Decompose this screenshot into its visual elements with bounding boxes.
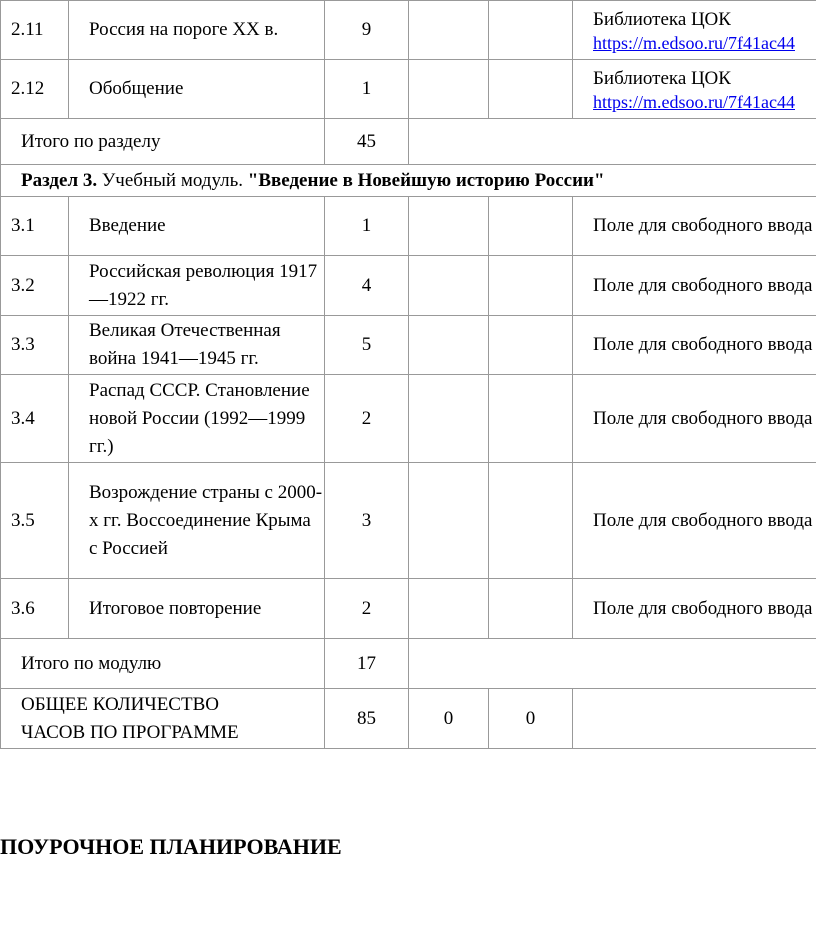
hours-practical: [489, 463, 573, 579]
table-row: [1, 1, 816, 60]
hours-control: [409, 316, 489, 375]
table-row: [1, 60, 816, 119]
topic-name: Россия на пороге XX в.: [69, 1, 325, 60]
hours-practical: [489, 1, 573, 60]
hours-total: 1: [325, 197, 409, 256]
section-total-hours: 45: [325, 119, 409, 165]
topic-name: Возрождение страны с 2000-х гг. Воссоединение Крыма с Россией: [69, 463, 325, 579]
hours-total: 3: [325, 463, 409, 579]
row-number: 3.3: [1, 316, 69, 375]
hours-control: [409, 197, 489, 256]
table-row: [1, 256, 816, 316]
row-number: 2.12: [1, 60, 69, 119]
resource-cell: [573, 60, 816, 119]
resource-cell: [573, 1, 816, 60]
hours-total: 1: [325, 60, 409, 119]
hours-practical: [489, 579, 573, 639]
topic-name: Великая Отечественная война 1941—1945 гг.: [69, 316, 325, 375]
library-link[interactable]: https://m.edsoo.ru/7f41ac44: [593, 92, 795, 112]
table-row: [1, 316, 816, 375]
resource-cell: Поле для свободного ввода: [573, 316, 816, 375]
grand-total-control: 0: [409, 689, 489, 749]
resource-cell: Поле для свободного ввода: [573, 579, 816, 639]
table-row: [1, 579, 816, 639]
hours-practical: [489, 60, 573, 119]
resource-cell: Поле для свободного ввода: [573, 375, 816, 463]
row-number: 3.2: [1, 256, 69, 316]
topic-name: Распад СССР. Становление новой России (1992—1999 гг.): [69, 375, 325, 463]
grand-total-label: ОБЩЕЕ КОЛИЧЕСТВО ЧАСОВ ПО ПРОГРАММЕ: [1, 689, 325, 749]
grand-total-row: [1, 689, 816, 749]
table-row: [1, 197, 816, 256]
module-total-row: [1, 639, 816, 689]
hours-practical: [489, 316, 573, 375]
hours-total: 2: [325, 579, 409, 639]
topic-name: Итоговое повторение: [69, 579, 325, 639]
section-number: Раздел 3.: [21, 169, 98, 191]
hours-control: [409, 579, 489, 639]
topic-name: Введение: [69, 197, 325, 256]
row-number: 3.4: [1, 375, 69, 463]
table-row: [1, 375, 816, 463]
resource-cell: Поле для свободного ввода: [573, 256, 816, 316]
topic-name: Обобщение: [69, 60, 325, 119]
hours-practical: [489, 256, 573, 316]
hours-control: [409, 1, 489, 60]
hours-control: [409, 256, 489, 316]
row-number: 3.1: [1, 197, 69, 256]
library-link[interactable]: https://m.edsoo.ru/7f41ac44: [593, 33, 795, 53]
section-module: Учебный модуль.: [101, 169, 244, 191]
section-header-row: [1, 165, 816, 197]
table-row: [1, 463, 816, 579]
hours-practical: [489, 197, 573, 256]
resource-cell: Поле для свободного ввода: [573, 197, 816, 256]
topic-name: Российская революция 1917—1922 гг.: [69, 256, 325, 316]
row-number: 3.5: [1, 463, 69, 579]
grand-total-practical: 0: [489, 689, 573, 749]
grand-total-hours: 85: [325, 689, 409, 749]
library-title: Библиотека ЦОК: [593, 9, 731, 30]
resource-cell: Поле для свободного ввода: [573, 463, 816, 579]
hours-practical: [489, 375, 573, 463]
empty-cell: [573, 689, 816, 749]
section-total-label: Итого по разделу: [1, 119, 325, 165]
hours-total: 9: [325, 1, 409, 60]
section-header: [1, 165, 816, 197]
empty-cell: [409, 119, 816, 165]
module-total-label: Итого по модулю: [1, 639, 325, 689]
hours-total: 4: [325, 256, 409, 316]
section-title: "Введение в Новейшую историю России": [247, 169, 605, 191]
hours-control: [409, 375, 489, 463]
library-title: Библиотека ЦОК: [593, 68, 731, 89]
section-total-row: [1, 119, 816, 165]
empty-cell: [409, 639, 816, 689]
hours-control: [409, 60, 489, 119]
module-total-hours: 17: [325, 639, 409, 689]
hours-total: 5: [325, 316, 409, 375]
hours-total: 2: [325, 375, 409, 463]
row-number: 3.6: [1, 579, 69, 639]
hours-control: [409, 463, 489, 579]
row-number: 2.11: [1, 1, 69, 60]
lesson-planning-heading: ПОУРОЧНОЕ ПЛАНИРОВАНИЕ: [0, 834, 342, 859]
